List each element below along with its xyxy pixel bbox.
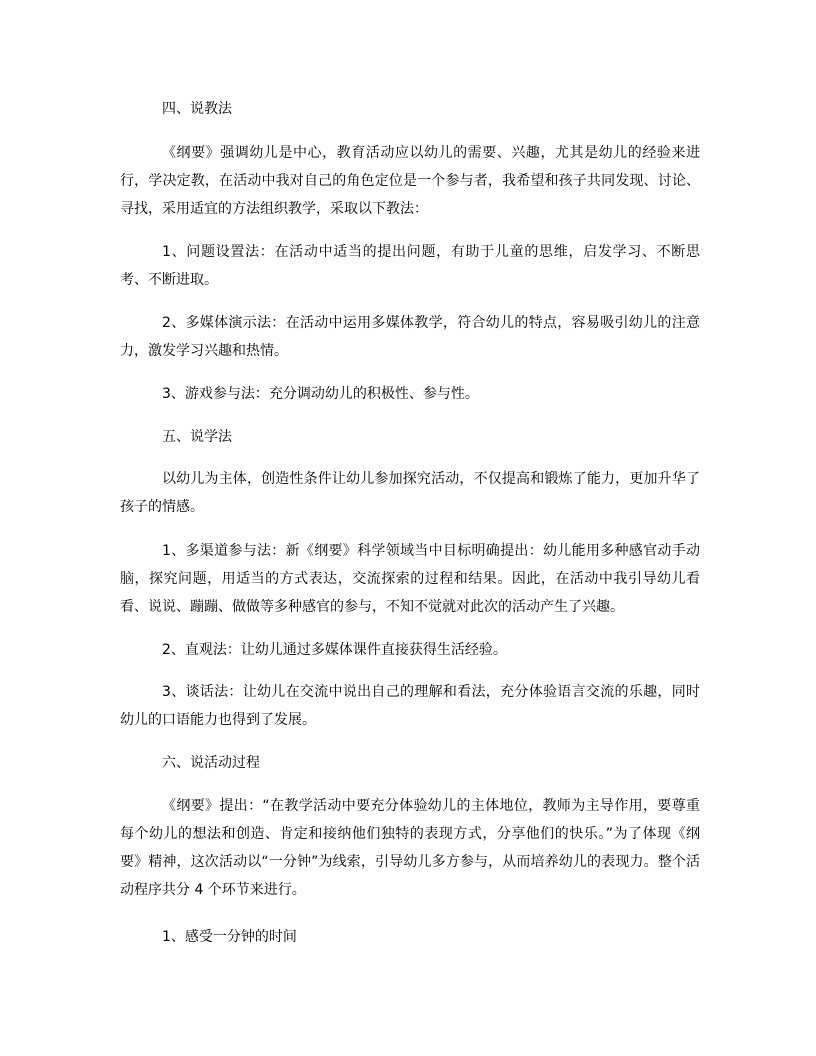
paragraph-activity-intro: 《纲要》提出：“在教学活动中要充分体验幼儿的主体地位，教师为主导作用，要尊重每个幼儿的想法和创造、肯定和接纳他们独特的表现方式，分享他们的快乐。”为了体现《纲要》精神，这次活动以“一分钟”为线索，引导幼儿多方参与，从而培养幼儿的表现力。整个活动程序共分 4 个环节来进行。 <box>120 798 700 898</box>
paragraph-multichannel-method: 1、多渠道参与法：新《纲要》科学领域当中目标明确提出：幼儿能用多种感官动手动脑，探究问题，用适当的方式表达，交流探索的过程和结果。因此，在活动中我引导幼儿看看、说说、蹦蹦、做做等多种感官的参与，不知不觉就对此次的活动产生了兴趣。 <box>120 543 700 615</box>
paragraph-game-method: 3、游戏参与法：充分调动幼儿的积极性、参与性。 <box>162 386 479 402</box>
heading-learning-methods: 五、说学法 <box>162 429 232 445</box>
paragraph-intuitive-method: 2、直观法：让幼儿通过多媒体课件直接获得生活经验。 <box>162 642 507 658</box>
paragraph-conversation-method: 3、谈话法：让幼儿在交流中说出自己的理解和看法，充分体验语言交流的乐趣，同时幼儿的口语能力也得到了发展。 <box>120 684 700 728</box>
paragraph-question-method: 1、问题设置法：在活动中适当的提出问题，有助于儿童的思维，启发学习、不断思考、不断进取。 <box>120 244 700 288</box>
paragraph-multimedia-method: 2、多媒体演示法：在活动中运用多媒体教学，符合幼儿的特点，容易吸引幼儿的注意力，激发学习兴趣和热情。 <box>120 315 700 359</box>
heading-activity-process: 六、说活动过程 <box>162 755 260 771</box>
paragraph-learning-intro: 以幼儿为主体，创造性条件让幼儿参加探究活动，不仅提高和锻炼了能力，更加升华了孩子的情感。 <box>120 471 700 515</box>
heading-teaching-methods: 四、说教法 <box>162 101 232 117</box>
paragraph-teaching-intro: 《纲要》强调幼儿是中心，教育活动应以幼儿的需要、兴趣，尤其是幼儿的经验来进行，学决定教，在活动中我对自己的角色定位是一个参与者，我希望和孩子共同发现、讨论、寻找，采用适宜的方法组织教学，采取以下教法： <box>120 145 700 217</box>
paragraph-step-one: 1、感受一分钟的时间 <box>162 929 297 945</box>
